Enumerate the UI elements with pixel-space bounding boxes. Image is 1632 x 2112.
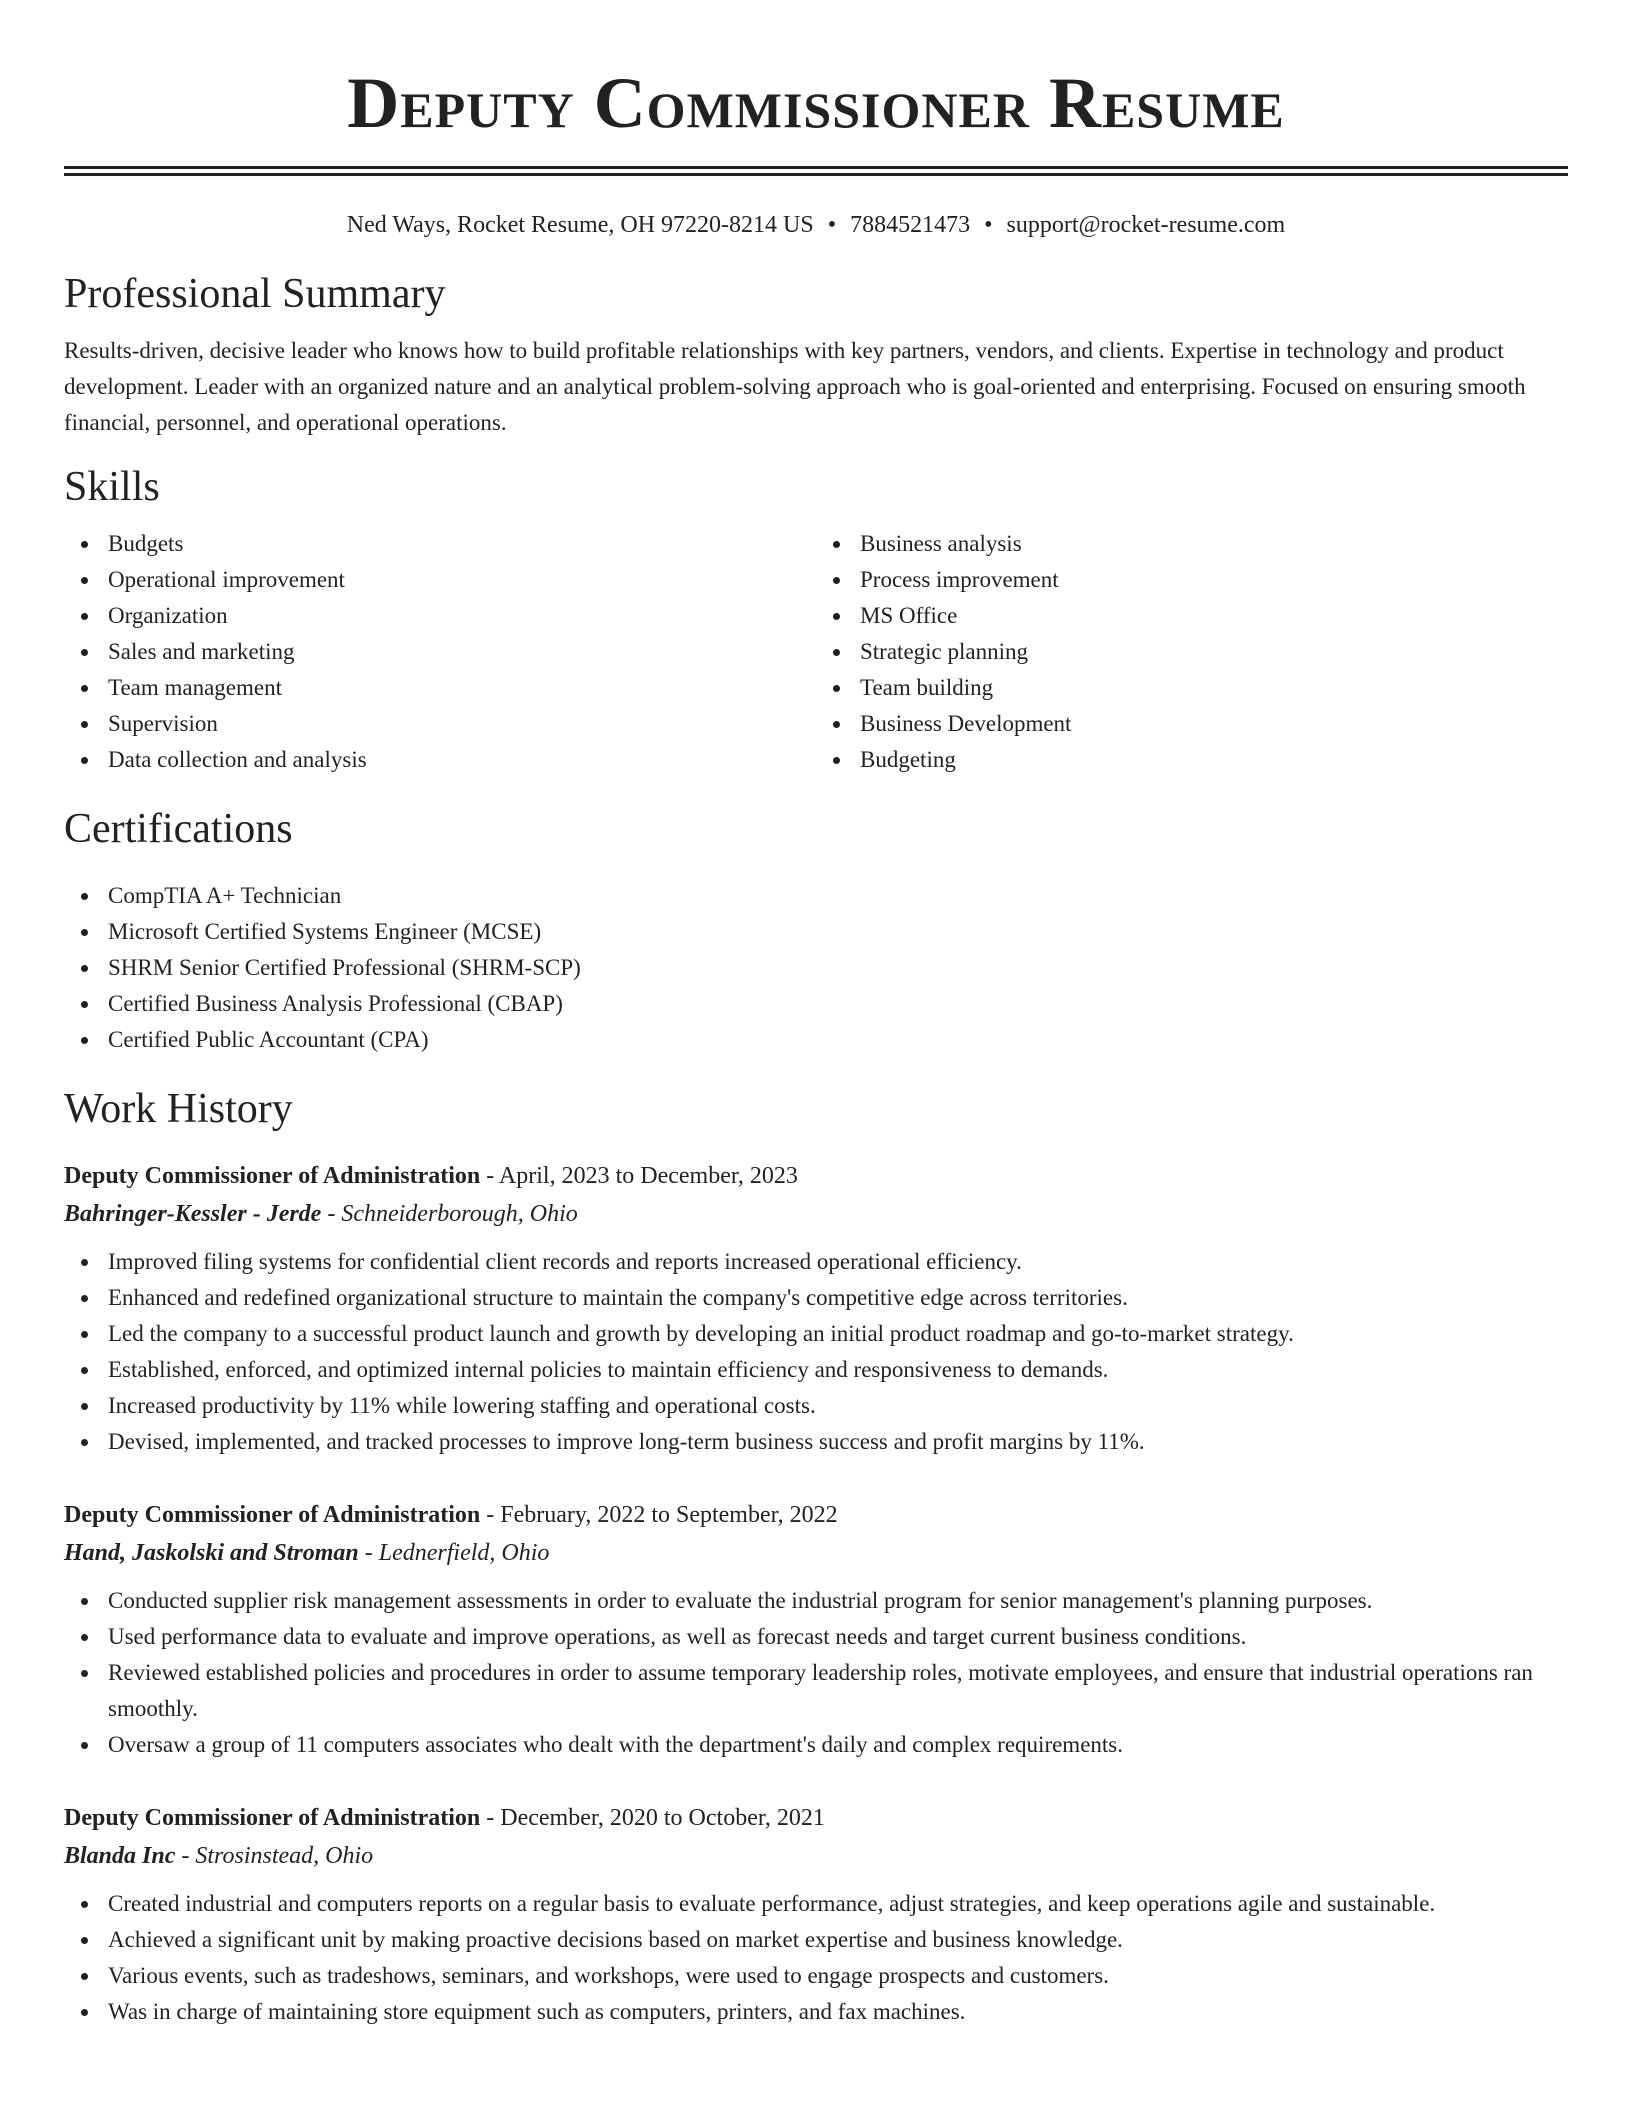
skill-item: Budgets — [108, 526, 816, 562]
summary-heading: Professional Summary — [64, 271, 446, 317]
contact-separator: • — [827, 212, 837, 238]
job-entry — [64, 1496, 1568, 1763]
company-location: - Schneiderborough, Ohio — [321, 1201, 578, 1227]
job-title: Deputy Commissioner of Administration — [64, 1163, 481, 1189]
skill-item: Organization — [108, 598, 816, 634]
job-bullet: Oversaw a group of 11 computers associates who dealt with the department's daily and complex requirements. — [108, 1727, 1568, 1763]
skills-columns — [64, 526, 1568, 778]
job-bullet: Used performance data to evaluate and improve operations, as well as forecast needs and target current business conditions. — [108, 1619, 1568, 1655]
contact-line — [64, 210, 1568, 240]
summary-text: Results-driven, decisive leader who knows how to build profitable relationships with key partners, vendors, and clients. Expertise in technology and product development. Leader with an organized nature and an analytical problem-solving approach who is goal-oriented and enterprising. Focused on ensuring smooth financial, personnel, and operational operations. — [64, 338, 1526, 435]
job-bullets — [64, 1244, 1568, 1460]
job-header — [64, 1157, 1568, 1195]
skill-item: Data collection and analysis — [108, 742, 816, 778]
skill-item: Strategic planning — [860, 634, 1568, 670]
job-bullet: Achieved a significant unit by making proactive decisions based on market expertise and business knowledge. — [108, 1922, 1568, 1958]
job-employer — [64, 1837, 1568, 1875]
skill-item: Supervision — [108, 706, 816, 742]
job-dates: - April, 2023 to December, 2023 — [480, 1163, 798, 1189]
job-header — [64, 1799, 1568, 1837]
skill-item: Team management — [108, 670, 816, 706]
title-divider — [64, 166, 1568, 176]
skill-item: Sales and marketing — [108, 634, 816, 670]
certification-item: SHRM Senior Certified Professional (SHRM-SCP) — [108, 950, 1568, 986]
job-employer — [64, 1534, 1568, 1572]
contact-email: support@rocket-resume.com — [1006, 212, 1286, 238]
skill-item: Process improvement — [860, 562, 1568, 598]
job-bullet: Conducted supplier risk management assessments in order to evaluate the industrial program for senior management's planning purposes. — [108, 1583, 1568, 1619]
job-header — [64, 1496, 1568, 1534]
job-bullet: Various events, such as tradeshows, seminars, and workshops, were used to engage prospects and customers. — [108, 1958, 1568, 1994]
skills-list-left — [64, 526, 816, 778]
contact-address: Ned Ways, Rocket Resume, OH 97220-8214 US — [346, 212, 814, 238]
job-bullet: Created industrial and computers reports on a regular basis to evaluate performance, adjust strategies, and keep operations agile and sustainable. — [108, 1886, 1568, 1922]
company-name: Bahringer-Kessler - Jerde — [64, 1201, 322, 1227]
job-entry — [64, 1799, 1568, 2030]
job-title: Deputy Commissioner of Administration — [64, 1502, 481, 1528]
job-bullet: Reviewed established policies and procedures in order to assume temporary leadership roles, motivate employees, and ensure that industrial operations ran smoothly. — [108, 1655, 1568, 1727]
company-name: Hand, Jaskolski and Stroman — [64, 1540, 359, 1566]
job-entry — [64, 1157, 1568, 1460]
job-bullet: Improved filing systems for confidential client records and reports increased operational efficiency. — [108, 1244, 1568, 1280]
job-bullets — [64, 1886, 1568, 2030]
company-location: - Strosinstead, Ohio — [175, 1843, 374, 1869]
contact-phone: 7884521473 — [850, 212, 971, 238]
skill-item: Business Development — [860, 706, 1568, 742]
company-name: Blanda Inc — [64, 1843, 176, 1869]
certification-item: Certified Business Analysis Professional (CBAP) — [108, 986, 1568, 1022]
skill-item: Business analysis — [860, 526, 1568, 562]
job-dates: - February, 2022 to September, 2022 — [480, 1502, 838, 1528]
resume-title: Deputy Commissioner Resume — [347, 63, 1285, 143]
skills-list-right — [816, 526, 1568, 778]
job-bullet: Devised, implemented, and tracked processes to improve long-term business success and profit margins by 11%. — [108, 1424, 1568, 1460]
certifications-list — [64, 878, 1568, 1058]
certification-item: CompTIA A+ Technician — [108, 878, 1568, 914]
job-bullet: Increased productivity by 11% while lowering staffing and operational costs. — [108, 1388, 1568, 1424]
certification-item: Microsoft Certified Systems Engineer (MCSE) — [108, 914, 1568, 950]
skill-item: Budgeting — [860, 742, 1568, 778]
skills-heading: Skills — [64, 464, 160, 510]
work-history-heading: Work History — [64, 1086, 293, 1132]
skill-item: Operational improvement — [108, 562, 816, 598]
company-location: - Lednerfield, Ohio — [358, 1540, 550, 1566]
job-bullet: Led the company to a successful product launch and growth by developing an initial product roadmap and go-to-market strategy. — [108, 1316, 1568, 1352]
job-title: Deputy Commissioner of Administration — [64, 1805, 481, 1831]
contact-separator: • — [984, 212, 993, 238]
resume-page — [64, 0, 1568, 2030]
job-bullets — [64, 1583, 1568, 1763]
job-bullet: Established, enforced, and optimized internal policies to maintain efficiency and responsiveness to demands. — [108, 1352, 1568, 1388]
job-bullet: Was in charge of maintaining store equipment such as computers, printers, and fax machines. — [108, 1994, 1568, 2030]
certifications-heading: Certifications — [64, 806, 293, 852]
skill-item: Team building — [860, 670, 1568, 706]
certification-item: Certified Public Accountant (CPA) — [108, 1022, 1568, 1058]
job-bullet: Enhanced and redefined organizational structure to maintain the company's competitive edge across territories. — [108, 1280, 1568, 1316]
skill-item: MS Office — [860, 598, 1568, 634]
job-dates: - December, 2020 to October, 2021 — [480, 1805, 825, 1831]
job-employer — [64, 1195, 1568, 1233]
